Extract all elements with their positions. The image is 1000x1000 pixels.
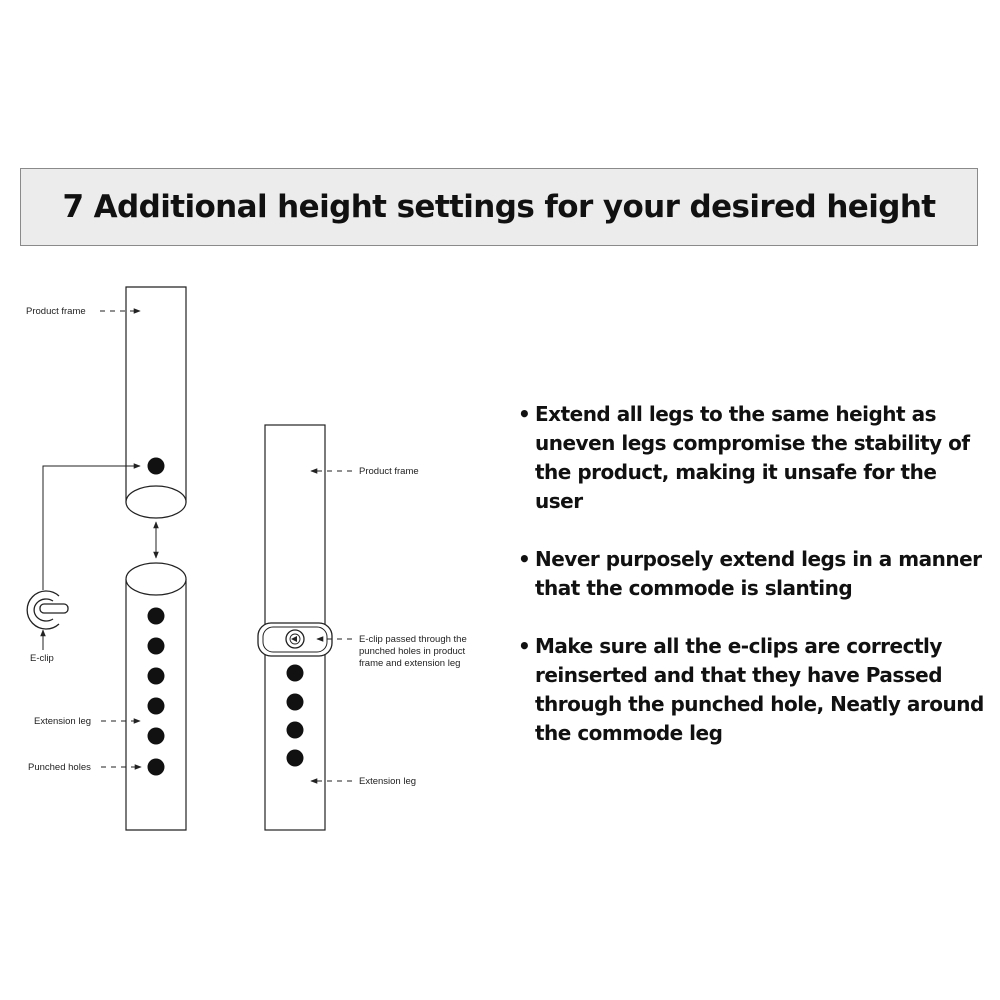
label-punched-holes: Punched holes xyxy=(28,762,91,773)
instruction-text: Make sure all the e-clips are correctly reinserted and that they have Passed through the punched hole, Neatly around the commode leg xyxy=(535,634,984,745)
label-extension-leg-left: Extension leg xyxy=(34,716,92,727)
page-title: 7 Additional height settings for your desired height xyxy=(62,189,936,225)
bullet-marker: • xyxy=(518,402,531,426)
instruction-text: Never purposely extend legs in a manner that the commode is slanting xyxy=(535,547,982,600)
punched-hole xyxy=(287,722,304,739)
instruction-item xyxy=(518,400,988,516)
punched-hole xyxy=(148,759,165,776)
bullet-marker: • xyxy=(518,547,531,571)
label-e-clip-left: E-clip xyxy=(30,653,54,664)
punched-hole xyxy=(148,698,165,715)
instruction-item xyxy=(518,545,988,603)
punched-hole xyxy=(148,728,165,745)
bullet-marker: • xyxy=(518,634,531,658)
punched-hole xyxy=(148,668,165,685)
label-e-clip-passed-line2: punched holes in product xyxy=(359,646,466,657)
punched-hole xyxy=(287,694,304,711)
punched-hole xyxy=(287,665,304,682)
instruction-list xyxy=(518,400,988,777)
label-product-frame-right: Product frame xyxy=(359,466,419,477)
label-e-clip-passed-line3: frame and extension leg xyxy=(359,658,461,669)
label-extension-leg-right: Extension leg xyxy=(359,776,417,787)
instruction-text: Extend all legs to the same height as uneven legs compromise the stability of the product, making it unsafe for the user xyxy=(535,402,970,513)
label-e-clip-passed-line1: E-clip passed through the xyxy=(359,634,467,645)
extension-leg-tube xyxy=(126,563,186,830)
punched-hole xyxy=(148,638,165,655)
punched-hole xyxy=(287,750,304,767)
instruction-item xyxy=(518,632,988,748)
product-frame-tube xyxy=(126,287,186,518)
label-product-frame-left: Product frame xyxy=(26,306,86,317)
e-clip-icon xyxy=(27,591,68,629)
frame-hole xyxy=(148,458,165,475)
punched-hole xyxy=(148,608,165,625)
